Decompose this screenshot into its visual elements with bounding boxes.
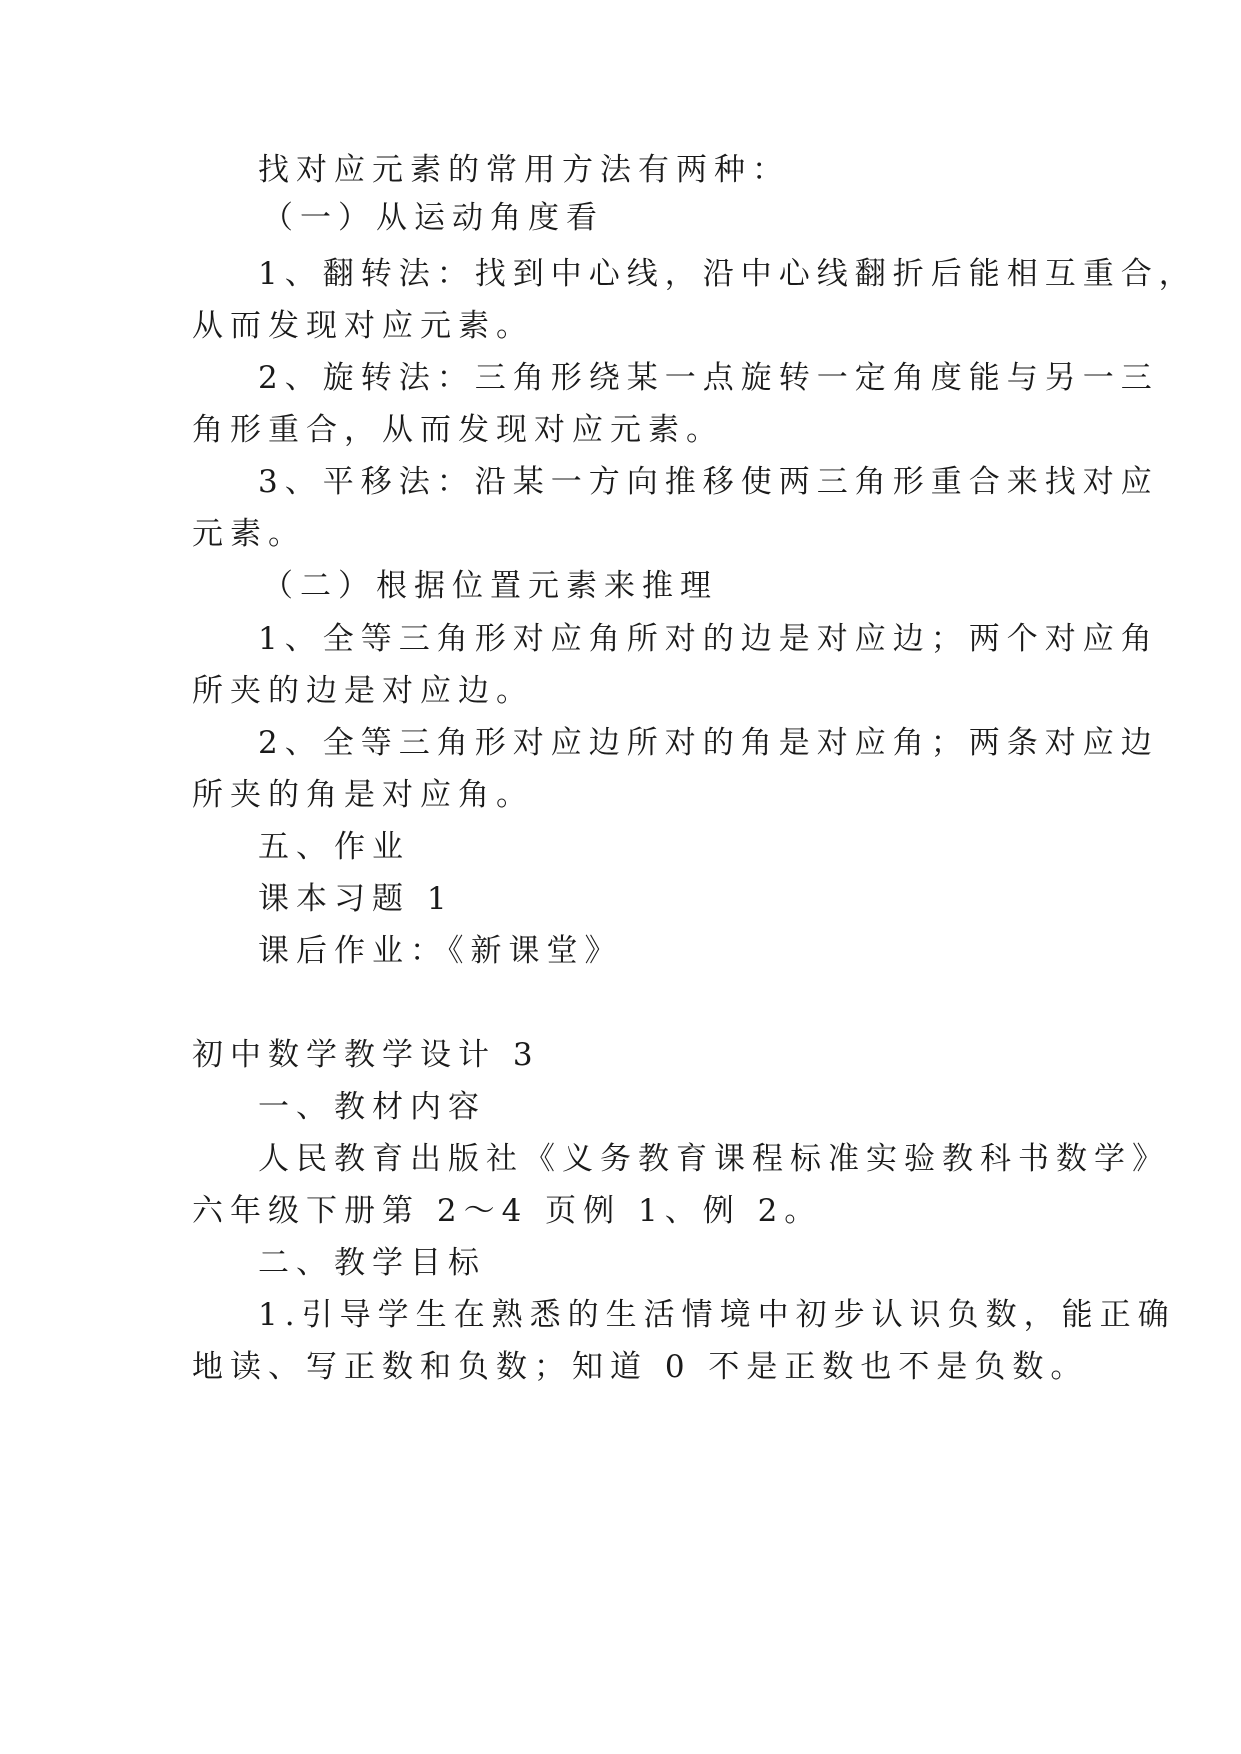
heading-material: 一、教材内容 — [258, 1089, 486, 1125]
paragraph-rotate-method: 2、旋转法：三角形绕某一点旋转一定角度能与另一三 — [258, 360, 1159, 396]
paragraph-translate-method: 3、平移法：沿某一方向推移使两三角形重合来找对应 — [258, 464, 1159, 500]
heading-goals: 二、教学目标 — [258, 1245, 486, 1281]
heading-motion-view: （一）从运动角度看 — [262, 200, 604, 236]
paragraph-goal-1: 1.引导学生在熟悉的生活情境中初步认识负数，能正确 — [258, 1297, 1176, 1333]
paragraph-flip-method: 1、翻转法：找到中心线，沿中心线翻折后能相互重合， — [258, 256, 1197, 292]
paragraph-angle-side-cont: 所夹的边是对应边。 — [192, 673, 534, 709]
paragraph-method-intro: 找对应元素的常用方法有两种： — [258, 152, 790, 188]
paragraph-publisher: 人民教育出版社《义务教育课程标准实验教科书数学》 — [258, 1141, 1170, 1177]
heading-homework: 五、作业 — [258, 829, 410, 865]
homework-textbook: 课本习题 1 — [258, 881, 454, 917]
section-title: 初中数学教学设计 3 — [192, 1037, 540, 1073]
paragraph-flip-method-cont: 从而发现对应元素。 — [192, 308, 534, 344]
heading-position-reasoning: （二）根据位置元素来推理 — [262, 568, 718, 604]
paragraph-angle-side: 1、全等三角形对应角所对的边是对应边；两个对应角 — [258, 621, 1159, 657]
homework-after-class: 课后作业：《新课堂》 — [258, 933, 623, 969]
paragraph-side-angle: 2、全等三角形对应边所对的角是对应角；两条对应边 — [258, 725, 1159, 761]
paragraph-translate-method-cont: 元素。 — [192, 516, 306, 552]
paragraph-side-angle-cont: 所夹的角是对应角。 — [192, 777, 534, 813]
paragraph-goal-1-cont: 地读、写正数和负数；知道 0 不是正数也不是负数。 — [192, 1349, 1089, 1385]
paragraph-publisher-cont: 六年级下册第 2～4 页例 1、例 2。 — [192, 1193, 823, 1229]
paragraph-rotate-method-cont: 角形重合，从而发现对应元素。 — [192, 412, 724, 448]
